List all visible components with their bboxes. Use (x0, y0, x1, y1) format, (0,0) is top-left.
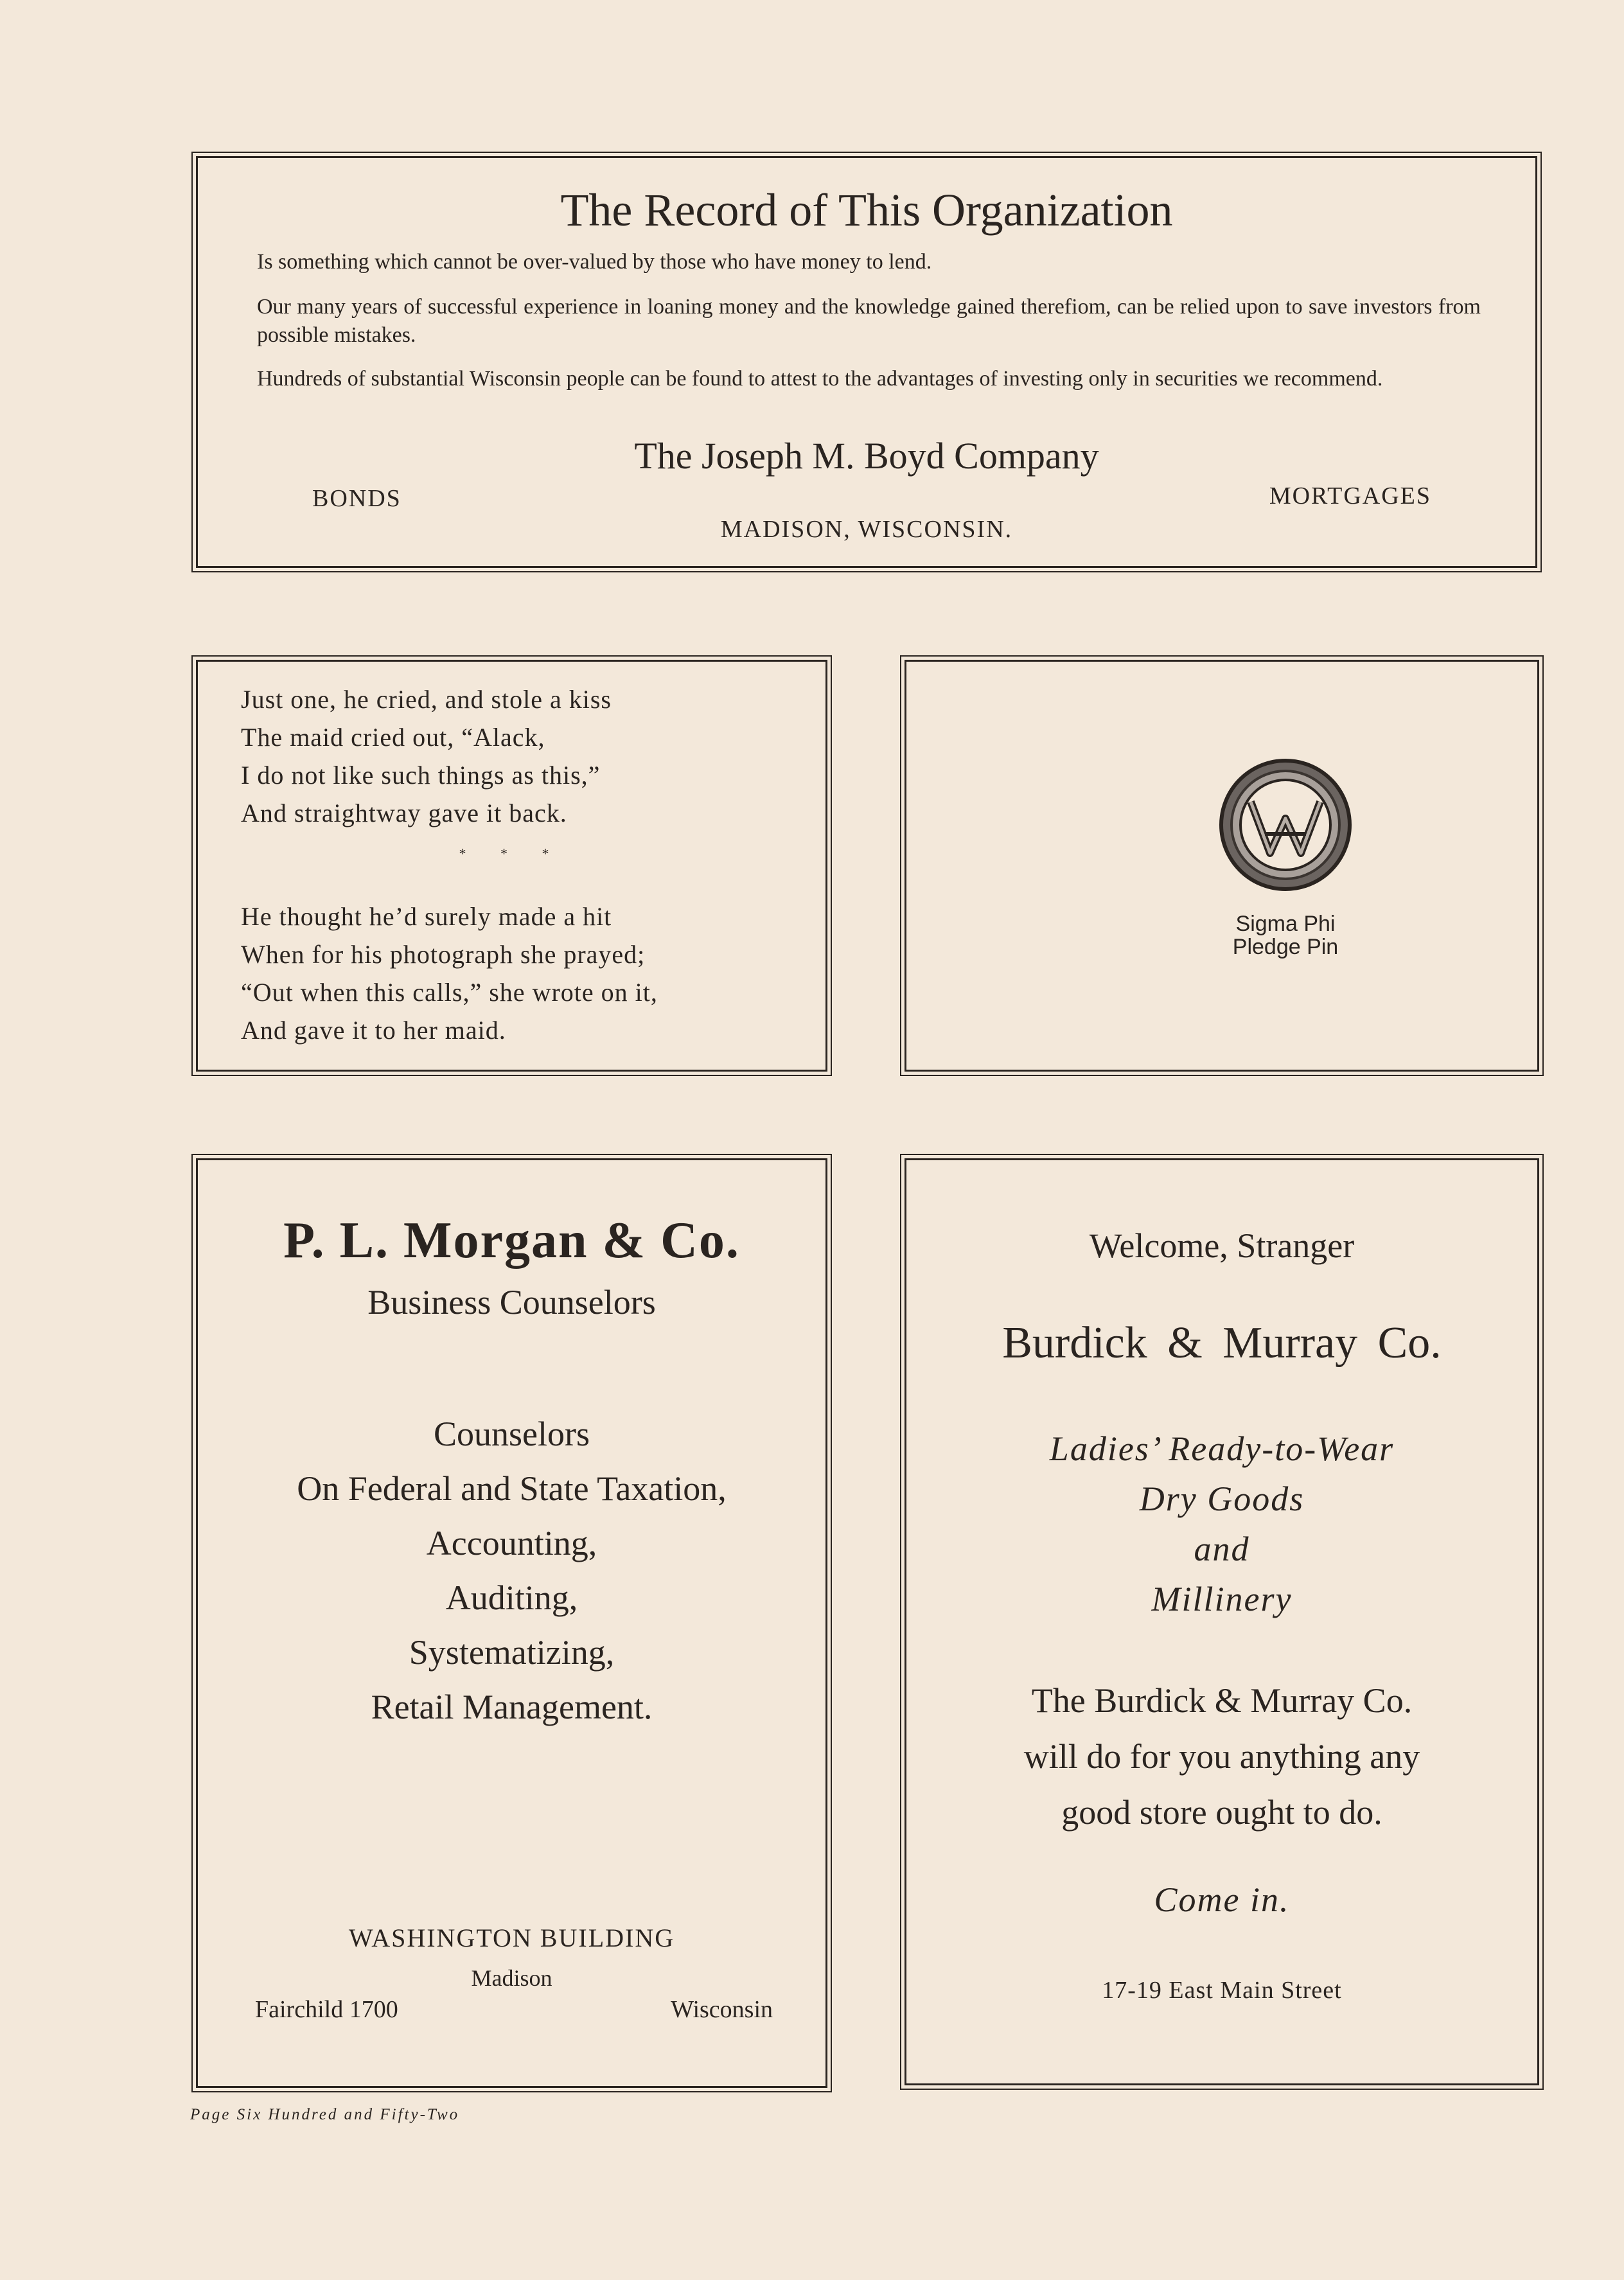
morgan-service: On Federal and State Taxation, (297, 1469, 727, 1508)
burdick-goods-line: and (1194, 1530, 1250, 1568)
morgan-service: Counselors (434, 1415, 590, 1453)
boyd-company-name: The Joseph M. Boyd Company (634, 435, 1099, 477)
boyd-ad-title: The Record of This Organization (560, 184, 1173, 236)
page-number-footer: Page Six Hundred and Fifty-Two (190, 2106, 460, 2123)
sigma-phi-pin-icon (1217, 757, 1354, 893)
burdick-body-line: good store ought to do. (1061, 1793, 1382, 1832)
morgan-service: Auditing, (445, 1578, 578, 1617)
boyd-ad-paragraph-3: Hundreds of substantial Wisconsin people can be found to attest to the advantages of investing only in securities we recommend. (257, 367, 1383, 391)
boyd-ad-paragraph-1: Is something which cannot be over-valued by those who have money to lend. (257, 250, 932, 274)
pledge-pin-box (905, 660, 1539, 1072)
morgan-ad (196, 1158, 827, 2088)
poem-box (196, 660, 827, 1072)
burdick-goods-line: Dry Goods (1139, 1480, 1305, 1518)
boyd-company-ad (196, 156, 1537, 568)
burdick-goods-line: Ladies’ Ready-to-Wear (1049, 1429, 1395, 1468)
poem-line: Just one, he cried, and stole a kiss (241, 685, 612, 714)
pin-caption (1228, 912, 1343, 959)
morgan-company-name: P. L. Morgan & Co. (283, 1212, 740, 1269)
poem-line: And straightway gave it back. (241, 799, 567, 827)
burdick-company-name: Burdick & Murray Co. (1002, 1318, 1442, 1368)
bonds-label: BONDS (312, 485, 402, 512)
morgan-city: Madison (471, 1965, 552, 1991)
burdick-welcome: Welcome, Stranger (1089, 1226, 1355, 1265)
burdick-body-line: will do for you anything any (1023, 1737, 1420, 1776)
pin-caption-line-1: Sigma Phi (1235, 912, 1336, 936)
morgan-service: Retail Management. (371, 1688, 653, 1726)
poem-line: The maid cried out, “Alack, (241, 723, 545, 752)
burdick-goods-line: Millinery (1151, 1580, 1293, 1618)
morgan-service: Systematizing, (409, 1633, 615, 1672)
mortgages-label: MORTGAGES (1269, 482, 1431, 509)
burdick-murray-ad (905, 1158, 1539, 2085)
poem-line: When for his photograph she prayed; (241, 940, 646, 969)
morgan-service: Accounting, (426, 1524, 597, 1562)
poem-line: “Out when this calls,” she wrote on it, (241, 978, 658, 1007)
burdick-body-line: The Burdick & Murray Co. (1031, 1681, 1413, 1720)
burdick-come-in: Come in. (1154, 1880, 1290, 1919)
morgan-building: WASHINGTON BUILDING (348, 1923, 675, 1952)
pin-caption-line-2: Pledge Pin (1232, 935, 1339, 959)
poem-line: He thought he’d surely made a hit (241, 902, 612, 931)
boyd-location: MADISON, WISCONSIN. (720, 516, 1013, 543)
poem-separator: * * * (459, 845, 565, 862)
burdick-address: 17-19 East Main Street (1102, 1977, 1342, 2004)
poem-line: I do not like such things as this,” (241, 761, 601, 790)
morgan-state: Wisconsin (671, 1996, 773, 2023)
morgan-subtitle: Business Counselors (367, 1283, 656, 1321)
boyd-ad-paragraph-2: Our many years of successful experience in loaning money and the knowledge gained therefiom, can be relied upon to save investors from possible mistakes. (257, 295, 1481, 347)
morgan-phone: Fairchild 1700 (255, 1996, 398, 2023)
poem-line: And gave it to her maid. (241, 1016, 506, 1045)
